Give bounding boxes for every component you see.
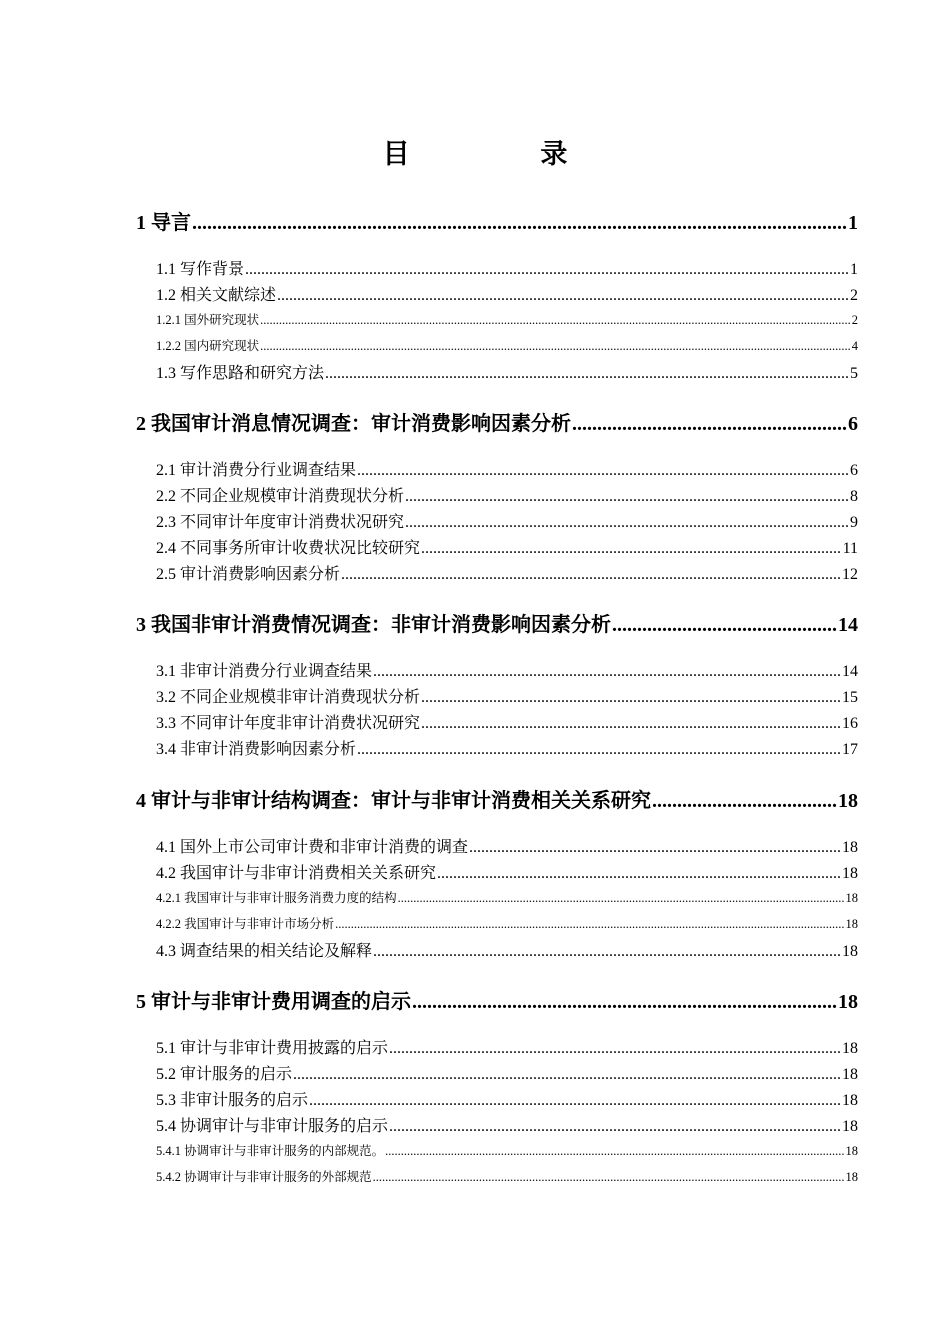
toc-entry-1-3[interactable] bbox=[156, 360, 858, 383]
leader-dots bbox=[335, 917, 844, 932]
toc-entry-label: 2 我国审计消息情况调查：审计消费影响因素分析 bbox=[136, 413, 571, 435]
toc-entry-label: 5.2 审计服务的启示 bbox=[156, 1066, 293, 1083]
toc-entry-page: 2 bbox=[850, 287, 858, 304]
toc-entry-page: 6 bbox=[848, 413, 858, 435]
leader-dots bbox=[437, 865, 841, 883]
leader-dots bbox=[309, 1092, 841, 1110]
leader-dots bbox=[652, 790, 837, 813]
toc-entry-5-1[interactable] bbox=[156, 1035, 858, 1058]
toc-entry-4-1[interactable] bbox=[156, 834, 858, 857]
toc-entry-label: 4 审计与非审计结构调查：审计与非审计消费相关关系研究 bbox=[136, 790, 651, 812]
leader-dots bbox=[293, 1066, 841, 1084]
toc-entry-1-2[interactable] bbox=[156, 282, 858, 305]
leader-dots bbox=[385, 1144, 844, 1159]
toc-entry-page: 6 bbox=[850, 462, 858, 479]
toc-entry-page: 11 bbox=[842, 540, 858, 557]
toc-entry-page: 18 bbox=[842, 1118, 858, 1135]
leader-dots bbox=[373, 1170, 845, 1185]
toc-entry-label: 3.4 非审计消费影响因素分析 bbox=[156, 741, 357, 758]
toc-entry-page: 18 bbox=[842, 1040, 858, 1057]
toc-entry-label: 1.2.1 国外研究现状 bbox=[156, 313, 260, 327]
toc-entry-page: 12 bbox=[842, 566, 858, 583]
toc-entry-2[interactable] bbox=[136, 407, 858, 436]
leader-dots bbox=[405, 488, 849, 506]
leader-dots bbox=[357, 462, 849, 480]
toc-entry-page: 18 bbox=[842, 1092, 858, 1109]
toc-entry-page: 18 bbox=[838, 790, 858, 812]
toc-entry-label: 3.3 不同审计年度非审计消费状况研究 bbox=[156, 715, 421, 732]
toc-entry-2-4[interactable] bbox=[156, 535, 858, 558]
toc-entry-5-4-2[interactable] bbox=[156, 1167, 858, 1185]
toc-entry-5-4[interactable] bbox=[156, 1113, 858, 1136]
toc-entry-page: 16 bbox=[842, 715, 858, 732]
toc-entry-3-1[interactable] bbox=[156, 658, 858, 681]
toc-entry-page: 1 bbox=[850, 261, 858, 278]
toc-entry-page: 18 bbox=[842, 943, 858, 960]
leader-dots bbox=[341, 566, 841, 584]
leader-dots bbox=[357, 741, 841, 759]
toc-entry-page: 9 bbox=[850, 514, 858, 531]
leader-dots bbox=[612, 614, 837, 637]
toc-entry-3[interactable] bbox=[136, 608, 858, 637]
toc-entry-label: 4.2.1 我国审计与非审计服务消费力度的结构 bbox=[156, 891, 397, 905]
leader-dots bbox=[245, 261, 849, 279]
leader-dots bbox=[192, 212, 847, 235]
toc-entry-label: 4.2.2 我国审计与非审计市场分析 bbox=[156, 917, 335, 931]
toc-entry-label: 5.1 审计与非审计费用披露的启示 bbox=[156, 1040, 389, 1057]
leader-dots bbox=[421, 689, 841, 707]
toc-entry-5-4-1[interactable] bbox=[156, 1141, 858, 1159]
toc-entry-1-1[interactable] bbox=[156, 256, 858, 279]
leader-dots bbox=[572, 413, 847, 436]
toc-entry-label: 1 导言 bbox=[136, 212, 191, 234]
leader-dots bbox=[405, 514, 849, 532]
toc-entry-page: 2 bbox=[851, 313, 858, 327]
toc-entry-label: 2.3 不同审计年度审计消费状况研究 bbox=[156, 514, 405, 531]
leader-dots bbox=[260, 313, 851, 328]
leader-dots bbox=[389, 1118, 841, 1136]
leader-dots bbox=[260, 339, 851, 354]
toc-entry-4-2-2[interactable] bbox=[156, 914, 858, 932]
toc-entry-label: 4.1 国外上市公司审计费和非审计消费的调查 bbox=[156, 839, 469, 856]
toc-entry-label: 4.2 我国审计与非审计消费相关关系研究 bbox=[156, 865, 437, 882]
toc-entry-label: 5.4 协调审计与非审计服务的启示 bbox=[156, 1118, 389, 1135]
toc-entry-label: 5 审计与非审计费用调查的启示 bbox=[136, 991, 411, 1013]
toc-entry-page: 17 bbox=[842, 741, 858, 758]
toc-entry-1-2-1[interactable] bbox=[156, 310, 858, 328]
leader-dots bbox=[277, 287, 849, 305]
toc-entry-page: 1 bbox=[848, 212, 858, 234]
toc-entry-5-2[interactable] bbox=[156, 1061, 858, 1084]
leader-dots bbox=[421, 540, 842, 558]
toc-entry-2-2[interactable] bbox=[156, 483, 858, 506]
toc-entry-label: 3.1 非审计消费分行业调查结果 bbox=[156, 663, 373, 680]
toc-entry-page: 18 bbox=[845, 891, 858, 905]
toc-entry-page: 15 bbox=[842, 689, 858, 706]
toc-entry-label: 1.3 写作思路和研究方法 bbox=[156, 365, 325, 382]
toc-entry-label: 2.4 不同事务所审计收费状况比较研究 bbox=[156, 540, 421, 557]
toc-entry-page: 4 bbox=[851, 339, 858, 353]
leader-dots bbox=[373, 663, 841, 681]
toc-entry-4-2-1[interactable] bbox=[156, 888, 858, 906]
toc-entry-label: 1.1 写作背景 bbox=[156, 261, 245, 278]
toc-entry-page: 18 bbox=[845, 1144, 858, 1158]
toc-entry-label: 5.3 非审计服务的启示 bbox=[156, 1092, 309, 1109]
toc-entry-1-2-2[interactable] bbox=[156, 336, 858, 354]
toc-entry-label: 1.2.2 国内研究现状 bbox=[156, 339, 260, 353]
toc-entry-label: 4.3 调查结果的相关结论及解释 bbox=[156, 943, 373, 960]
toc-entry-label: 3.2 不同企业规模非审计消费现状分析 bbox=[156, 689, 421, 706]
toc-entry-label: 5.4.1 协调审计与非审计服务的内部规范。 bbox=[156, 1144, 385, 1158]
toc-entry-5-3[interactable] bbox=[156, 1087, 858, 1110]
toc-entry-2-1[interactable] bbox=[156, 457, 858, 480]
toc-title: 目 录 bbox=[382, 139, 630, 169]
toc-entry-4[interactable] bbox=[136, 784, 858, 813]
toc-entry-label: 2.5 审计消费影响因素分析 bbox=[156, 566, 341, 583]
toc-entry-3-4[interactable] bbox=[156, 736, 858, 759]
leader-dots bbox=[398, 891, 845, 906]
toc-entry-1[interactable] bbox=[136, 206, 858, 235]
toc-entry-4-2[interactable] bbox=[156, 860, 858, 883]
leader-dots bbox=[412, 991, 837, 1014]
leader-dots bbox=[373, 943, 841, 961]
toc-entry-label: 1.2 相关文献综述 bbox=[156, 287, 277, 304]
leader-dots bbox=[421, 715, 841, 733]
leader-dots bbox=[325, 365, 849, 383]
toc-entry-page: 18 bbox=[842, 1066, 858, 1083]
toc-entry-page: 18 bbox=[842, 865, 858, 882]
toc-entry-page: 18 bbox=[842, 839, 858, 856]
toc-entry-2-5[interactable] bbox=[156, 561, 858, 584]
toc-entry-page: 14 bbox=[842, 663, 858, 680]
toc-entry-5[interactable] bbox=[136, 985, 858, 1014]
toc-entry-page: 18 bbox=[845, 917, 858, 931]
toc-entry-label: 2.1 审计消费分行业调查结果 bbox=[156, 462, 357, 479]
toc-entry-2-3[interactable] bbox=[156, 509, 858, 532]
toc-entry-page: 8 bbox=[850, 488, 858, 505]
toc-entry-page: 14 bbox=[838, 614, 858, 636]
leader-dots bbox=[469, 839, 841, 857]
toc-entry-page: 18 bbox=[838, 991, 858, 1013]
toc-entry-label: 3 我国非审计消费情况调查：非审计消费影响因素分析 bbox=[136, 614, 611, 636]
toc-entry-page: 5 bbox=[850, 365, 858, 382]
toc-entry-3-3[interactable] bbox=[156, 710, 858, 733]
toc-entry-page: 18 bbox=[845, 1170, 858, 1184]
toc-entry-label: 5.4.2 协调审计与非审计服务的外部规范 bbox=[156, 1170, 372, 1184]
toc-entry-4-3[interactable] bbox=[156, 938, 858, 961]
leader-dots bbox=[389, 1040, 841, 1058]
toc-entry-3-2[interactable] bbox=[156, 684, 858, 707]
toc-entry-label: 2.2 不同企业规模审计消费现状分析 bbox=[156, 488, 405, 505]
